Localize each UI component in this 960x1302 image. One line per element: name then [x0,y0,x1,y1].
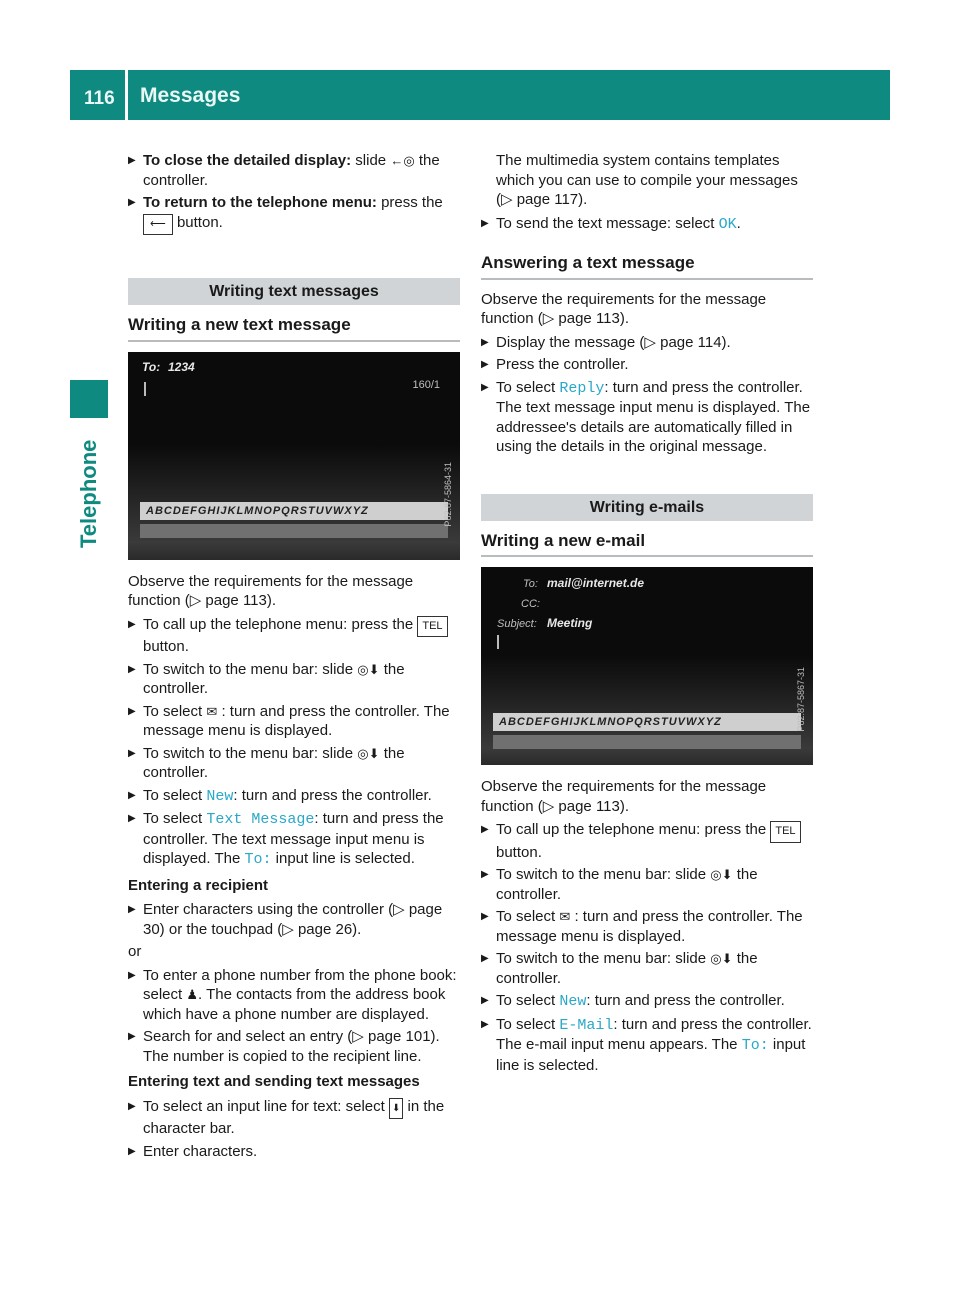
section-title: Writing a new e-mail [481,531,813,558]
list-item: ▶ To switch to the menu bar: slide ◎⬇ the controller. [128,744,460,783]
list-item: ▶ To select E-Mail: turn and press the controller. The e-mail input menu appears. The To: input line is selected. [481,1015,813,1076]
person-icon: ♟ [186,987,199,1002]
section-title: Writing a new text message [128,315,460,342]
keyword-to: To: [741,1037,769,1054]
list-item: ▶ To select Text Message: turn and press the controller. The text message input menu is displayed. The To: input line is selected. [128,809,460,870]
menu-bar [493,735,801,749]
figure-code: P82.87-5867-31 [795,667,806,732]
sidebar-label: Telephone [76,439,101,548]
list-item: ▶ To select ✉ : turn and press the controller. The message menu is displayed. [481,907,813,946]
page-number: 116 [84,88,115,109]
sidebar-tab [70,380,108,418]
subheading: Entering text and sending text messages [128,1073,420,1090]
list-item: ▶ To switch to the menu bar: slide ◎⬇ the controller. [128,660,460,699]
list-item: ▶ To send the text message: select OK. [481,214,813,235]
paragraph: Observe the requirements for the message function (▷ page 113). [128,572,414,609]
slide-left-icon: ←◎ [390,153,415,168]
character-bar: ABCDEFGHIJKLMNOPQRSTUVWXYZ [493,713,801,731]
menu-bar [140,524,448,538]
paragraph: Observe the requirements for the message function (▷ page 113). [481,290,767,327]
paragraph: Observe the requirements for the message function (▷ page 113). [481,778,767,815]
paragraph: The multimedia system contains templates which you can use to compile your messages (▷ page 117). [496,152,798,208]
text-cursor [144,382,146,396]
list-item: ▶ Enter characters. [128,1142,460,1162]
list-item: ▶ To close the detailed display: slide ←◎ the controller. [128,151,460,190]
list-item: ▶ To select Reply: turn and press the controller. The text message input menu is displayed. The addressee's details are automatically filled in using the details in the original message. [481,378,813,457]
slide-down-icon: ◎⬇ [357,745,380,761]
char-counter: 160/1 [412,378,440,391]
keyword-email: E-Mail [559,1016,614,1034]
keyword-ok: OK [718,215,737,233]
list-item: ▶ To switch to the menu bar: slide ◎⬇ the controller. [481,865,813,904]
list-item: ▶ To select an input line for text: select ⬇ in the character bar. [128,1097,460,1139]
slide-down-icon: ◎⬇ [710,867,733,882]
screenshot-text-message [128,352,460,560]
section-bar: Writing text messages [128,278,460,305]
tel-icon: TEL [770,821,800,843]
figure-code: P82.87-5864-31 [442,461,453,527]
subject-value: Meeting [547,616,593,630]
list-item: ▶ To return to the telephone menu: press the ⟵ button. [128,193,460,235]
down-arrow-icon: ⬇ [389,1098,403,1120]
paragraph: or [128,943,142,960]
cc-label: CC: [521,598,540,610]
character-bar: ABCDEFGHIJKLMNOPQRSTUVWXYZ [140,502,448,520]
list-item: ▶ To select New: turn and press the controller. [128,786,460,807]
right-column [481,151,813,1078]
keyword-reply: Reply [559,379,605,397]
page-header [70,70,890,120]
header-divider [125,70,128,120]
to-label: To: [523,578,538,590]
envelope-icon: ✉ [206,703,218,719]
list-item: ▶ Search for and select an entry (▷ page 101). The number is copied to the recipient line. [128,1027,460,1066]
envelope-icon: ✉ [559,909,571,924]
list-item: ▶ To enter a phone number from the phone book: select ♟. The contacts from the address book which have a phone number are displayed. [128,966,460,1025]
list-item: ▶ To select New: turn and press the controller. [481,991,813,1012]
slide-down-icon: ◎⬇ [357,661,380,677]
list-item: ▶ Display the message (▷ page 114). [481,333,813,353]
to-value: 1234 [168,359,195,374]
list-item: ▶ To call up the telephone menu: press the TEL button. [481,820,813,862]
list-item: ▶ To switch to the menu bar: slide ◎⬇ the controller. [481,949,813,988]
to-value: mail@internet.de [547,576,645,590]
tel-icon: TEL [417,616,447,638]
list-item: ▶ To select ✉ : turn and press the controller. The message menu is displayed. [128,702,460,741]
to-label: To: [142,359,161,374]
slide-down-icon: ◎⬇ [710,951,733,966]
keyword-new: New [206,787,234,805]
screenshot-email [481,567,813,765]
subject-label: Subject: [497,618,537,630]
keyword-new: New [559,993,587,1010]
subheading: Entering a recipient [128,876,269,894]
list-item: ▶ To call up the telephone menu: press the TEL button. [128,615,460,657]
list-item: ▶ Press the controller. [481,355,813,375]
left-column [128,151,460,1164]
chapter-title: Messages [140,84,241,107]
list-item: ▶ Enter characters using the controller (▷ page 30) or the touchpad (▷ page 26). [128,900,460,939]
section-title: Answering a text message [481,253,813,280]
text-cursor [497,635,499,649]
keyword-to: To: [244,851,272,868]
back-icon: ⟵ [143,214,173,236]
section-bar: Writing e-mails [481,494,813,521]
keyword-text-message: Text Message [206,811,315,828]
